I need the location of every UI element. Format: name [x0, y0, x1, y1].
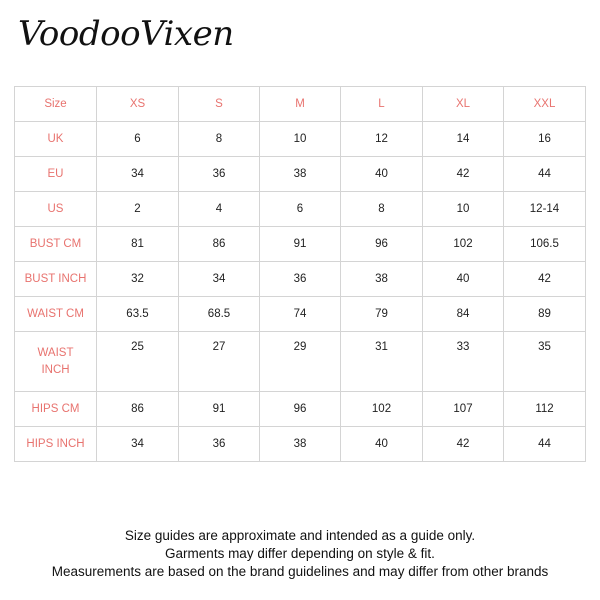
table-cell: 84 — [423, 297, 504, 332]
table-cell: 8 — [179, 122, 260, 157]
table-cell: 79 — [341, 297, 423, 332]
table-cell: 10 — [423, 192, 504, 227]
table-cell: 6 — [97, 122, 179, 157]
table-cell: 35 — [504, 332, 586, 392]
row-label: HIPS CM — [15, 392, 97, 427]
table-row — [15, 427, 586, 462]
table-cell: 10 — [260, 122, 341, 157]
table-cell: 42 — [423, 157, 504, 192]
table-cell: 91 — [260, 227, 341, 262]
table-row — [15, 297, 586, 332]
table-cell: 6 — [260, 192, 341, 227]
size-header-label: Size — [15, 87, 97, 122]
table-cell: 44 — [504, 157, 586, 192]
size-header-xxl: XXL — [504, 87, 586, 122]
table-cell: 91 — [179, 392, 260, 427]
row-label: UK — [15, 122, 97, 157]
table-cell: 36 — [260, 262, 341, 297]
table-cell: 44 — [504, 427, 586, 462]
disclaimer-line-1: Size guides are approximate and intended as a guide only. — [124, 528, 476, 543]
table-cell: 4 — [179, 192, 260, 227]
table-cell: 12-14 — [504, 192, 586, 227]
table-cell: 34 — [97, 157, 179, 192]
table-cell: 36 — [179, 157, 260, 192]
table-cell: 112 — [504, 392, 586, 427]
table-cell: 102 — [341, 392, 423, 427]
row-label: BUST INCH — [15, 262, 97, 297]
table-cell: 68.5 — [179, 297, 260, 332]
table-cell: 31 — [341, 332, 423, 392]
table-cell: 42 — [504, 262, 586, 297]
table-cell: 12 — [341, 122, 423, 157]
size-chart-table — [14, 86, 586, 462]
row-label: WAIST CM — [15, 297, 97, 332]
size-header-m: M — [260, 87, 341, 122]
table-cell: 40 — [341, 427, 423, 462]
table-cell: 96 — [341, 227, 423, 262]
table-cell: 29 — [260, 332, 341, 392]
disclaimer-line-2: Garments may differ depending on style & fit. — [165, 546, 435, 561]
table-cell: 106.5 — [504, 227, 586, 262]
disclaimer-line-3: Measurements are based on the brand guidelines and may differ from other brands — [51, 564, 549, 579]
table-cell: 40 — [341, 157, 423, 192]
row-label: US — [15, 192, 97, 227]
table-cell: 36 — [179, 427, 260, 462]
row-label: WAIST INCH — [15, 332, 97, 392]
table-row — [15, 122, 586, 157]
table-cell: 34 — [179, 262, 260, 297]
table-row — [15, 262, 586, 297]
table-cell: 81 — [97, 227, 179, 262]
table-cell: 34 — [97, 427, 179, 462]
size-header-s: S — [179, 87, 260, 122]
table-cell: 32 — [97, 262, 179, 297]
table-cell: 42 — [423, 427, 504, 462]
row-label: HIPS INCH — [15, 427, 97, 462]
row-label: EU — [15, 157, 97, 192]
table-row — [15, 157, 586, 192]
table-row — [15, 392, 586, 427]
table-row — [15, 192, 586, 227]
table-cell: 86 — [97, 392, 179, 427]
table-cell: 86 — [179, 227, 260, 262]
table-cell: 40 — [423, 262, 504, 297]
table-cell: 38 — [341, 262, 423, 297]
row-label: BUST CM — [15, 227, 97, 262]
size-header-row — [15, 87, 586, 122]
table-cell: 38 — [260, 157, 341, 192]
table-cell: 14 — [423, 122, 504, 157]
size-header-xl: XL — [423, 87, 504, 122]
table-cell: 33 — [423, 332, 504, 392]
table-cell: 2 — [97, 192, 179, 227]
disclaimer — [0, 527, 600, 581]
size-header-l: L — [341, 87, 423, 122]
table-cell: 96 — [260, 392, 341, 427]
table-cell: 63.5 — [97, 297, 179, 332]
table-cell: 16 — [504, 122, 586, 157]
table-cell: 74 — [260, 297, 341, 332]
table-cell: 25 — [97, 332, 179, 392]
table-cell: 102 — [423, 227, 504, 262]
size-header-xs: XS — [97, 87, 179, 122]
table-cell: 89 — [504, 297, 586, 332]
brand-logo: VoodooVixen — [18, 14, 234, 54]
table-row — [15, 227, 586, 262]
table-cell: 8 — [341, 192, 423, 227]
table-row — [15, 332, 586, 392]
table-cell: 107 — [423, 392, 504, 427]
table-cell: 27 — [179, 332, 260, 392]
table-cell: 38 — [260, 427, 341, 462]
